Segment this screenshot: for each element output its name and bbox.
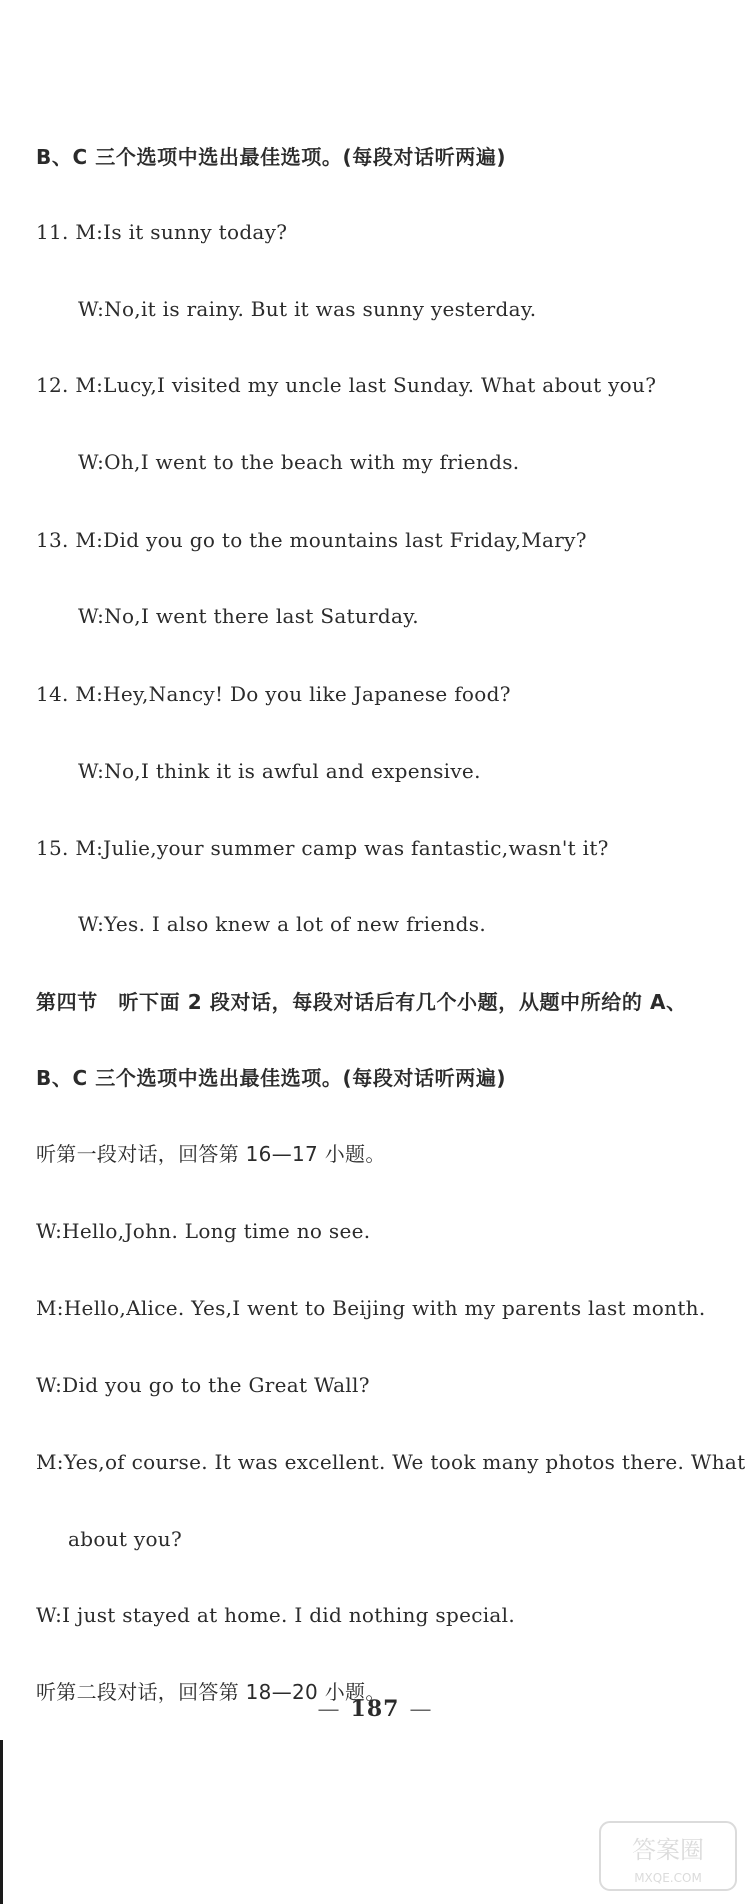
watermark-text: 答案圈 bbox=[632, 1836, 704, 1864]
dialogue-line-14-m: 14. M:Hey,Nancy! Do you like Japanese food? bbox=[36, 682, 511, 706]
page-number-dash-left: — bbox=[317, 1697, 341, 1722]
dialogue-one-line-4-cont: about you? bbox=[68, 1527, 182, 1551]
dialogue-line-12-w: W:Oh,I went to the beach with my friends. bbox=[78, 450, 520, 474]
watermark-icon bbox=[598, 1820, 738, 1892]
dialogue-line-15-m: 15. M:Julie,your summer camp was fantastic,wasn't it? bbox=[36, 836, 609, 860]
section-instruction-continued: B、C 三个选项中选出最佳选项。(每段对话听两遍) bbox=[36, 145, 507, 169]
dialogue-one-line-1: W:Hello,John. Long time no see. bbox=[36, 1219, 371, 1243]
watermark-logo bbox=[598, 1820, 738, 1892]
dialogue-line-13-m: 13. M:Did you go to the mountains last Friday,Mary? bbox=[36, 528, 587, 552]
dialogue-one-line-4: M:Yes,of course. It was excellent. We took many photos there. What bbox=[36, 1450, 746, 1474]
dialogue-line-14-w: W:No,I think it is awful and expensive. bbox=[78, 759, 481, 783]
scan-edge-bar bbox=[0, 1740, 3, 1904]
dialogue-line-11-m: 11. M:Is it sunny today? bbox=[36, 220, 288, 244]
watermark-url: MXQE.COM bbox=[634, 1871, 702, 1885]
dialogue-one-prompt: 听第一段对话，回答第 16—17 小题。 bbox=[36, 1142, 386, 1166]
dialogue-one-line-2: M:Hello,Alice. Yes,I went to Beijing with my parents last month. bbox=[36, 1296, 706, 1320]
dialogue-line-13-w: W:No,I went there last Saturday. bbox=[78, 604, 419, 628]
dialogue-line-12-m: 12. M:Lucy,I visited my uncle last Sunday. What about you? bbox=[36, 373, 657, 397]
dialogue-one-line-5: W:I just stayed at home. I did nothing special. bbox=[36, 1603, 516, 1627]
dialogue-line-15-w: W:Yes. I also knew a lot of new friends. bbox=[78, 912, 486, 936]
dialogue-one-line-3: W:Did you go to the Great Wall? bbox=[36, 1373, 370, 1397]
dialogue-line-11-w: W:No,it is rainy. But it was sunny yesterday. bbox=[78, 297, 537, 321]
section-four-heading: 第四节 听下面 2 段对话，每段对话后有几个小题，从题中所给的 A、 bbox=[36, 990, 687, 1014]
section-four-instruction: B、C 三个选项中选出最佳选项。(每段对话听两遍) bbox=[36, 1066, 507, 1090]
page-number-dash-right: — bbox=[409, 1697, 433, 1722]
page-number-value: 187 bbox=[350, 1696, 400, 1722]
page-number bbox=[0, 1696, 750, 1722]
dialogue-two-prompt: 听第二段对话，回答第 18—20 小题。 bbox=[36, 1680, 386, 1704]
